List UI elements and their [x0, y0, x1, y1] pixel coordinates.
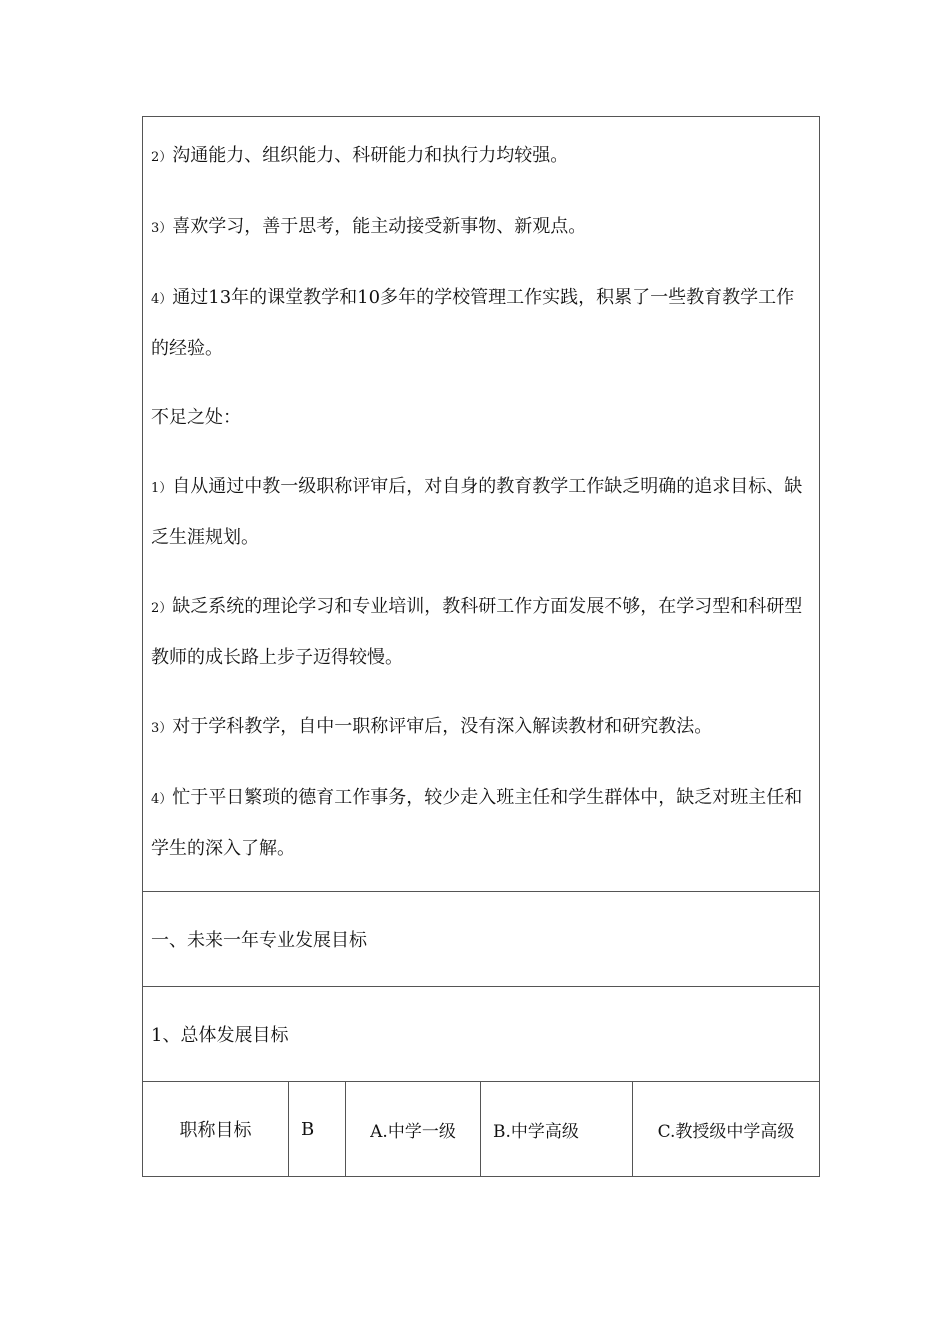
item-number: 4）: [151, 292, 173, 307]
weakness-heading: 不足之处：: [151, 407, 241, 428]
item-text: 自从通过中教一级职称评审后，对自身的教育教学工作缺乏明确的追求目标、缺乏生涯规划。: [151, 476, 803, 548]
item-number: 2）: [151, 601, 173, 616]
item-number: 1）: [151, 481, 173, 496]
title-option-b: B.中学高级: [481, 1082, 633, 1177]
title-goal-label: 职称目标: [143, 1082, 289, 1177]
item-text: 通过13年的课堂教学和10多年的学校管理工作实践，积累了一些教育教学工作的经验。: [151, 287, 795, 359]
item-number: 2）: [151, 150, 173, 165]
weakness-item-3: [151, 702, 812, 753]
self-analysis-cell: [143, 117, 820, 892]
weakness-item-4: [151, 773, 812, 873]
item-number: 4）: [151, 792, 173, 807]
goal-section-row: [143, 892, 820, 987]
item-text: 沟通能力、组织能力、科研能力和执行力均较强。: [172, 145, 569, 166]
strengths-weaknesses-row: [143, 117, 820, 892]
weakness-item-2: [151, 582, 812, 682]
item-text: 对于学科教学，自中一职称评审后，没有深入解读教材和研究教法。: [172, 716, 713, 737]
goal-section-title: 一、未来一年专业发展目标: [143, 892, 820, 987]
item-text: 忙于平日繁琐的德育工作事务，较少走入班主任和学生群体中，缺乏对班主任和学生的深入了解。: [151, 787, 803, 859]
strength-item-4: [151, 273, 812, 373]
title-option-a: A.中学一级: [346, 1082, 481, 1177]
overall-goal-title: 1、总体发展目标: [143, 987, 820, 1082]
plan-table: [142, 116, 820, 1177]
title-goal-value: B: [289, 1082, 346, 1177]
weakness-item-1: [151, 462, 812, 562]
item-text: 缺乏系统的理论学习和专业培训，教科研工作方面发展不够，在学习型和科研型教师的成长路上步子迈得较慢。: [151, 596, 803, 668]
title-option-c: C.教授级中学高级: [633, 1082, 820, 1177]
item-text: 喜欢学习，善于思考，能主动接受新事物、新观点。: [172, 216, 587, 237]
title-goal-row: [143, 1082, 820, 1177]
item-number: 3）: [151, 721, 173, 736]
strength-item-3: [151, 202, 812, 253]
item-number: 3）: [151, 221, 173, 236]
strength-item-2: [151, 131, 812, 182]
overall-goal-row: [143, 987, 820, 1082]
cell-bottom-space: [151, 873, 812, 891]
